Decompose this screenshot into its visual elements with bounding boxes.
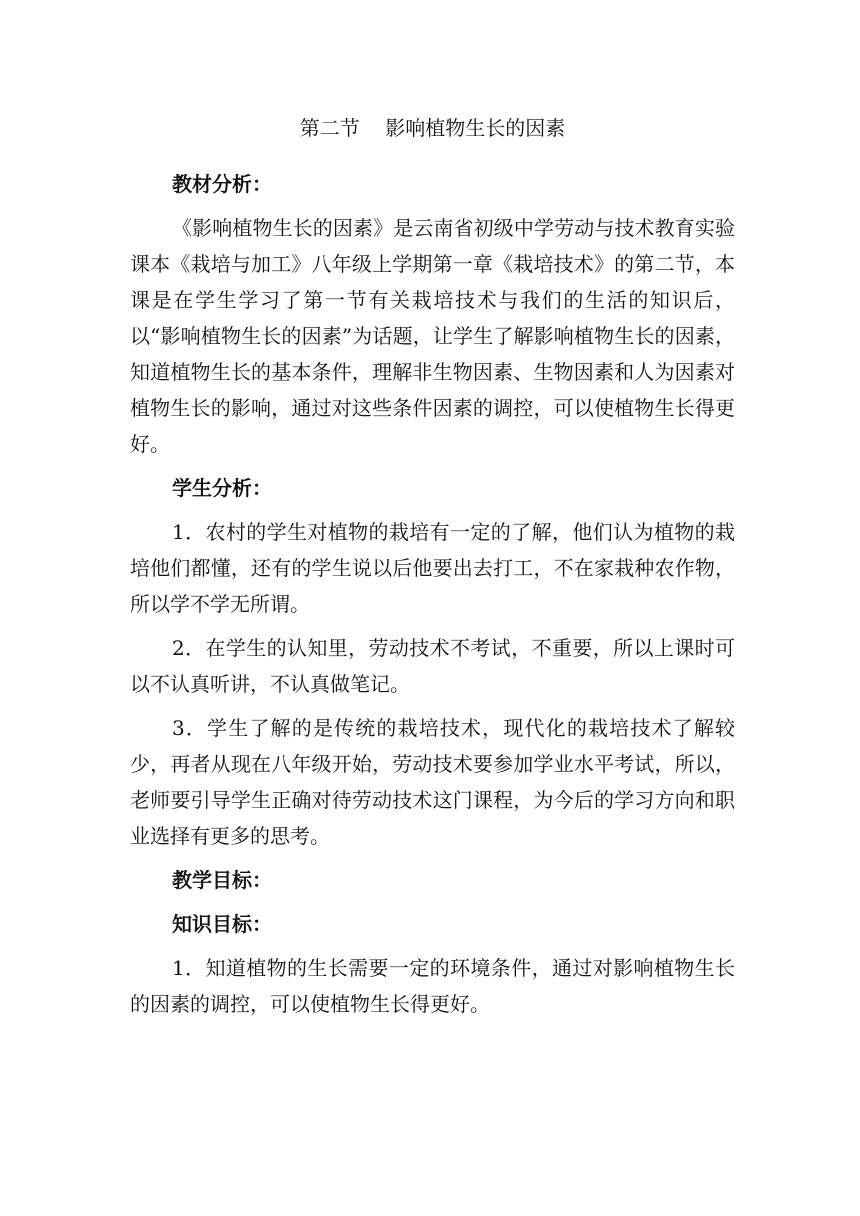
page-title: 第二节 影响植物生长的因素 xyxy=(299,116,566,140)
section-heading-student-analysis: 学生分析： xyxy=(172,476,272,500)
student-analysis-item-1: 1．农村的学生对植物的栽培有一定的了解，他们认为植物的栽培他们都懂，还有的学生说以后他要出去打工，不在家栽种农作物，所以学不学无所谓。 xyxy=(130,520,735,616)
section-heading-knowledge-goals: 知识目标： xyxy=(172,912,272,936)
student-analysis-item-2: 2．在学生的认知里，劳动技术不考试，不重要，所以上课时可以不认真听讲，不认真做笔记。 xyxy=(130,636,735,696)
material-analysis-paragraph: 《影响植物生长的因素》是云南省初级中学劳动与技术教育实验课本《栽培与加工》八年级上学期第一章《栽培技术》的第二节，本课是在学生学习了第一节有关栽培技术与我们的生活的知识后，以“影响植物生长的因素”为话题，让学生了解影响植物生长的因素，知道植物生长的基本条件，理解非生物因素、生物因素和人为因素对植物生长的影响，通过对这些条件因素的调控，可以使植物生长得更好。 xyxy=(130,216,735,456)
knowledge-goal-item-1: 1．知道植物的生长需要一定的环境条件，通过对影响植物生长的因素的调控，可以使植物生长得更好。 xyxy=(130,956,735,1016)
section-heading-teaching-goals: 教学目标： xyxy=(172,868,272,892)
document-body xyxy=(130,108,735,1030)
student-analysis-item-3: 3．学生了解的是传统的栽培技术，现代化的栽培技术了解较少，再者从现在八年级开始，劳动技术要参加学业水平考试，所以，老师要引导学生正确对待劳动技术这门课程，为今后的学习方向和职业选择有更多的思考。 xyxy=(130,716,735,848)
section-heading-material-analysis: 教材分析： xyxy=(172,172,272,196)
